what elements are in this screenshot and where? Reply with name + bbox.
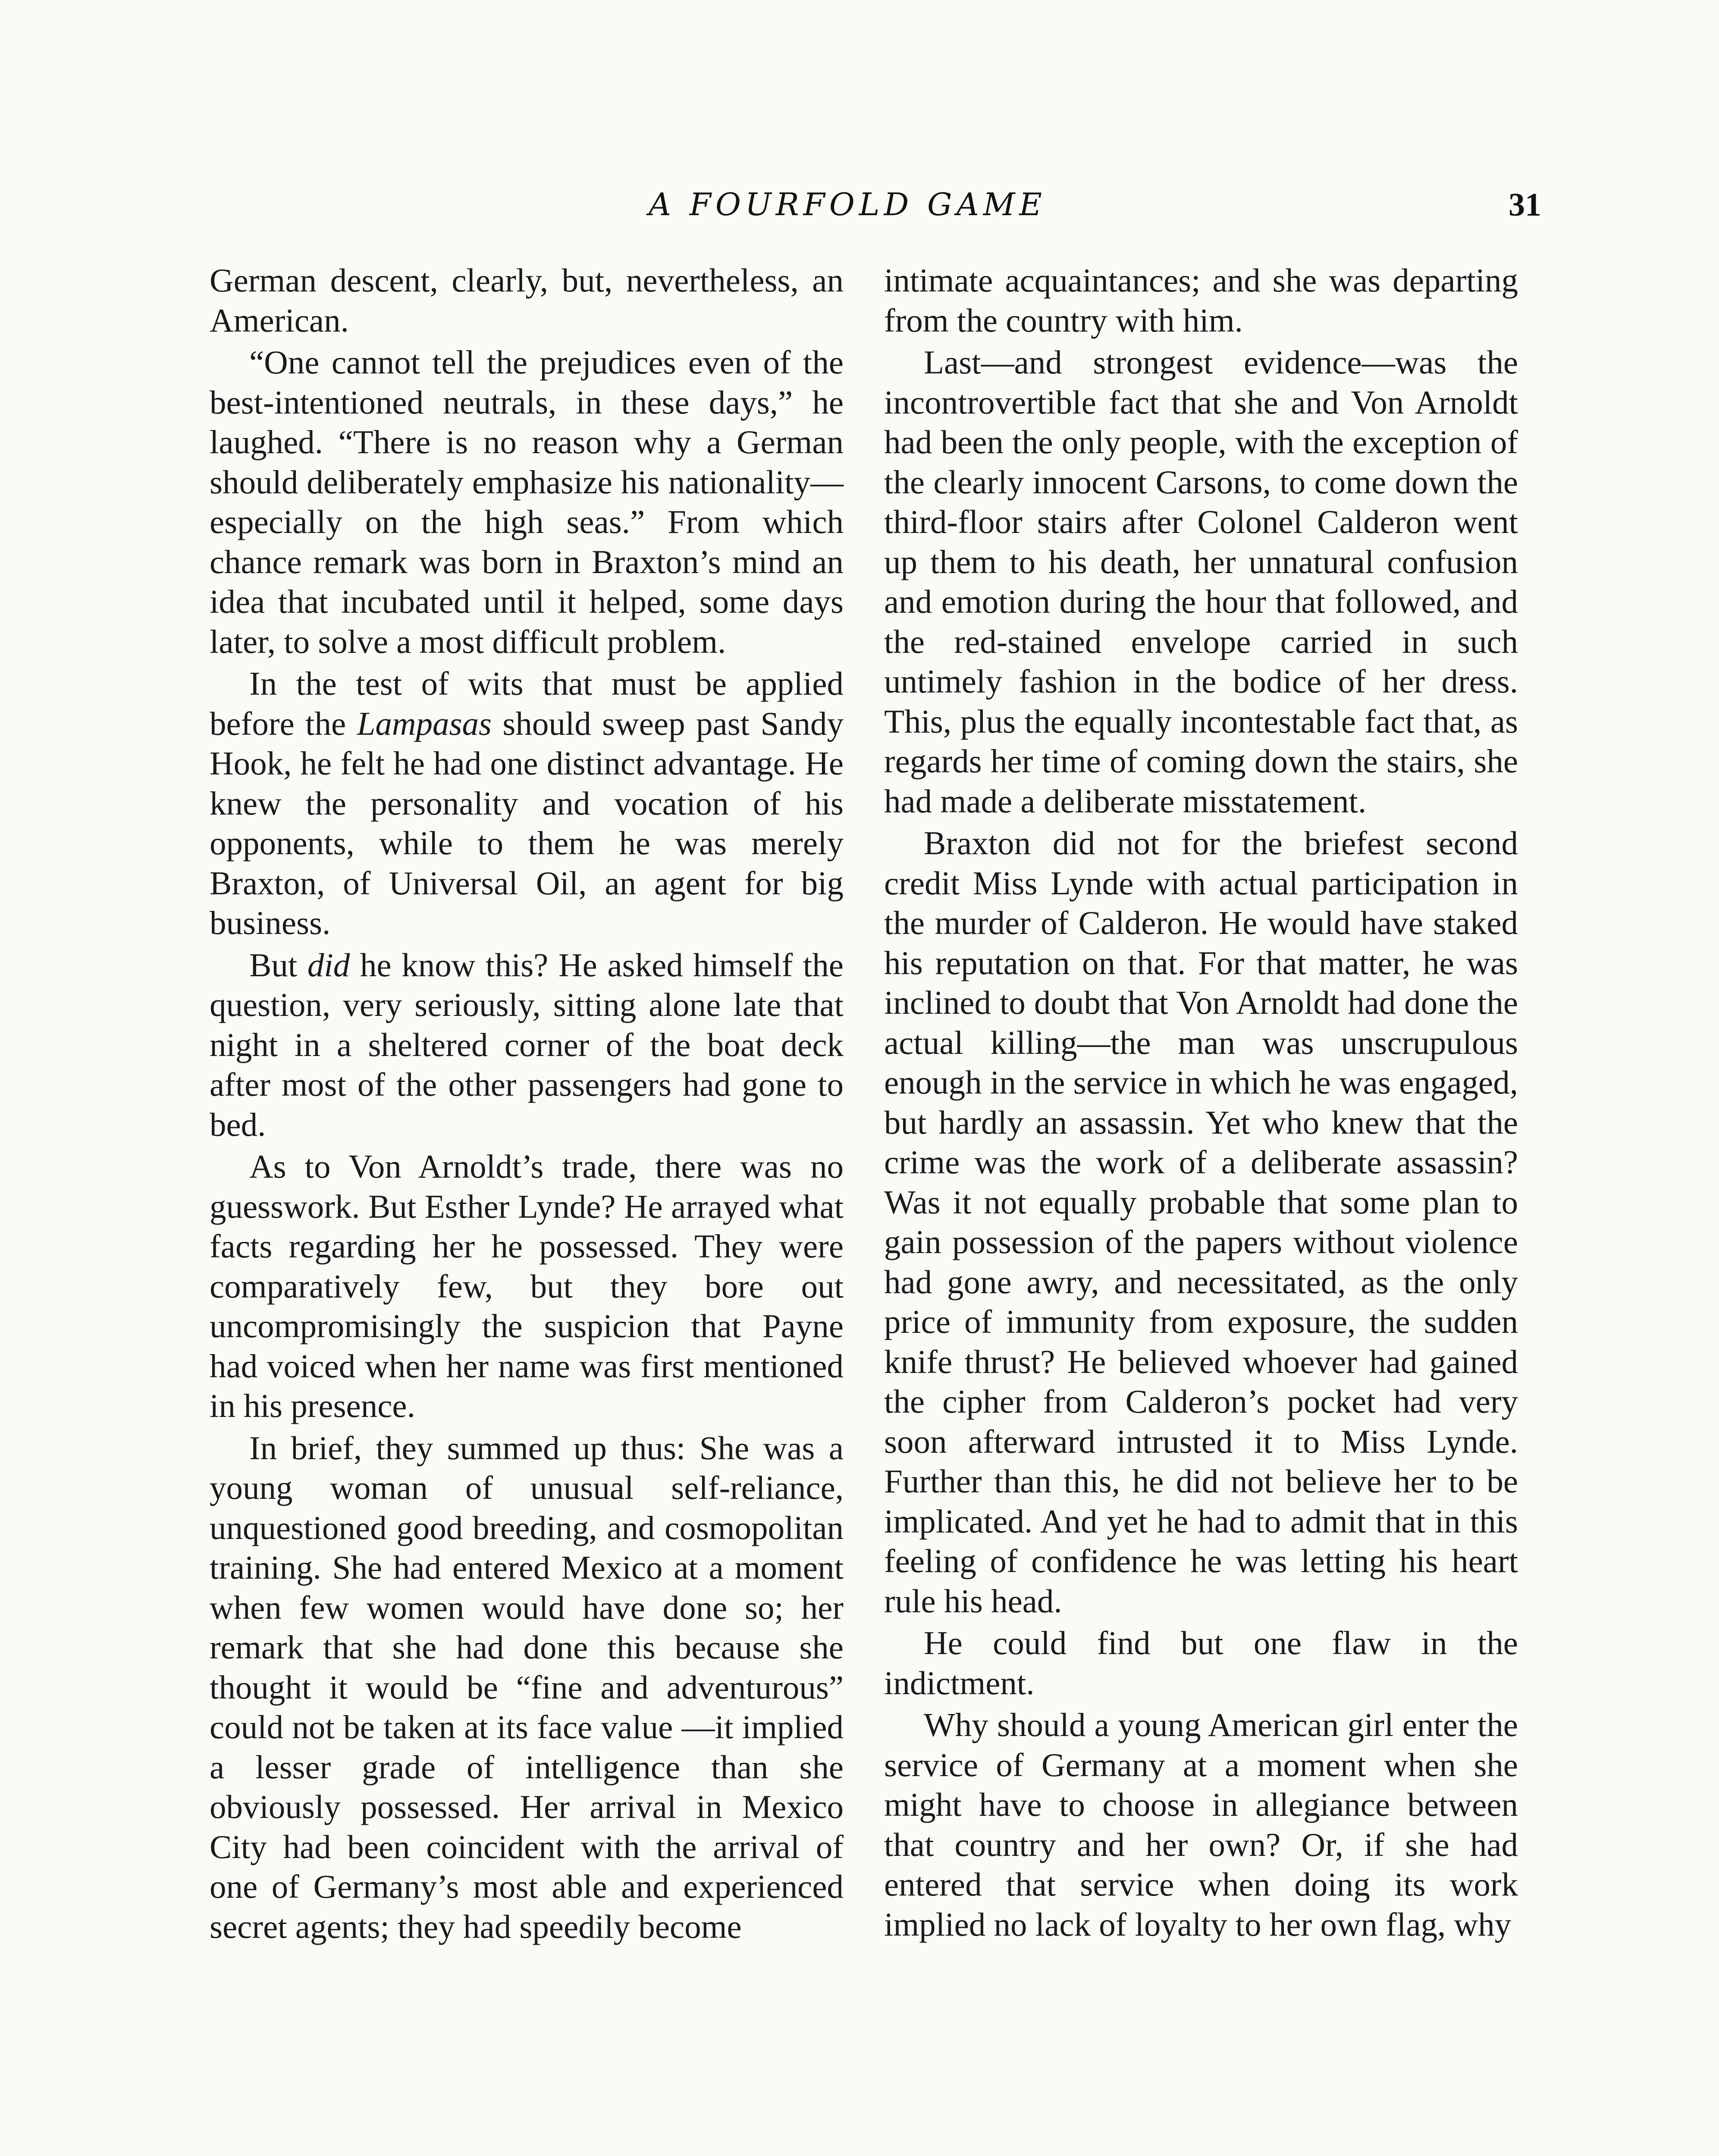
paragraph: Braxton did not for the briefest second credit Miss Lynde with actual participation in the murder of Calderon. He would have staked his reputation on that. For that matter, he was inclined to doubt that Von Arnoldt had done the actual killing—the man was unscrupulous enough in the service in which he was engaged, but hardly an assassin. Yet who knew that the crime was the work of a deliberate assassin? Was it not equally probable that some plan to gain possession of the papers without violence had gone awry, and necessitated, as the only price of immunity from exposure, the sudden knife thrust? He believed whoever had gained the cipher from Calderon’s pocket had very soon afterward intrusted it to Miss Lynde. Further than this, he did not believe her to be implicated. And yet he had to admit that in this feeling of confidence he was letting his heart rule his head. (884, 824, 1518, 1620)
paragraph-text: But (249, 946, 307, 984)
paragraph: Last—and strongest evidence—was the incontrovertible fact that she and Von Arnoldt had been the only people, with the exception of the clearly innocent Carsons, to come down the third-floor stairs after Colonel Calderon went up them to his death, her unnatural confusion and emotion during the hour that followed, and the red-stained envelope carried in such untimely fashion in the bodice of her dress. This, plus the equally incontestable fact that, as regards her time of coming down the stairs, she had made a deliberate misstatement. (884, 344, 1518, 820)
paragraph (210, 664, 844, 943)
right-column (884, 260, 1518, 1944)
ship-name: Lampasas (357, 705, 492, 742)
paragraph: As to Von Arnoldt’s trade, there was no guesswork. But Esther Lynde? He arrayed what facts regarding her he possessed. They were comparatively few, but they bore out uncompromisingly the suspicion that Payne had voiced when her name was first mentioned in his presence. (210, 1148, 844, 1424)
paragraph-text: should sweep past Sandy Hook, he felt he had one distinct advantage. He knew the personality and vocation of his opponents, while to them he was merely Braxton, of Universal Oil, an agent for big business. (210, 705, 844, 941)
paragraph: German descent, clearly, but, nevertheless, an American. (210, 262, 844, 339)
paragraph: In brief, they summed up thus: She was a young woman of unusual self-reliance, unquestioned good breeding, and cosmopolitan training. She had entered Mexico at a moment when few women would have done so; her remark that she had done this because she thought it would be “fine and adventurous” could not be taken at its face value —it implied a lesser grade of intelligence than she obviously possessed. Her arrival in Mexico City had been coincident with the arrival of one of Germany’s most able and experienced secret agents; they had speedily become (210, 1429, 844, 1945)
paragraph: Why should a young American girl enter the service of Germany at a moment when she might have to choose in allegiance between that country and her own? Or, if she had entered that service when doing its work implied no lack of loyalty to her own flag, why (884, 1706, 1518, 1943)
running-title: A FOURFOLD GAME (649, 186, 1046, 222)
running-header (0, 186, 1719, 229)
paragraph: intimate acquaintances; and she was departing from the country with him. (884, 262, 1518, 339)
paragraph-text: he know this? He asked himself the question, very seriously, sitting alone late that night in a sheltered corner of the boat deck after most of the other passengers had gone to bed. (210, 946, 844, 1143)
paragraph: “One cannot tell the prejudices even of the best-intentioned neutrals, in these days,” he laughed. “There is no reason why a German should deliberately emphasize his nationality—especially on the high seas.” From which chance remark was born in Braxton’s mind an idea that incubated until it helped, some days later, to solve a most difficult problem. (210, 344, 844, 660)
paragraph: He could find but one flaw in the indictment. (884, 1624, 1518, 1702)
page-number: 31 (1509, 187, 1541, 223)
paragraph (210, 945, 844, 1145)
paragraph-text: In the test of wits that must be applied before the (210, 665, 844, 742)
emphasis: did (307, 946, 350, 984)
left-column (210, 260, 844, 1946)
